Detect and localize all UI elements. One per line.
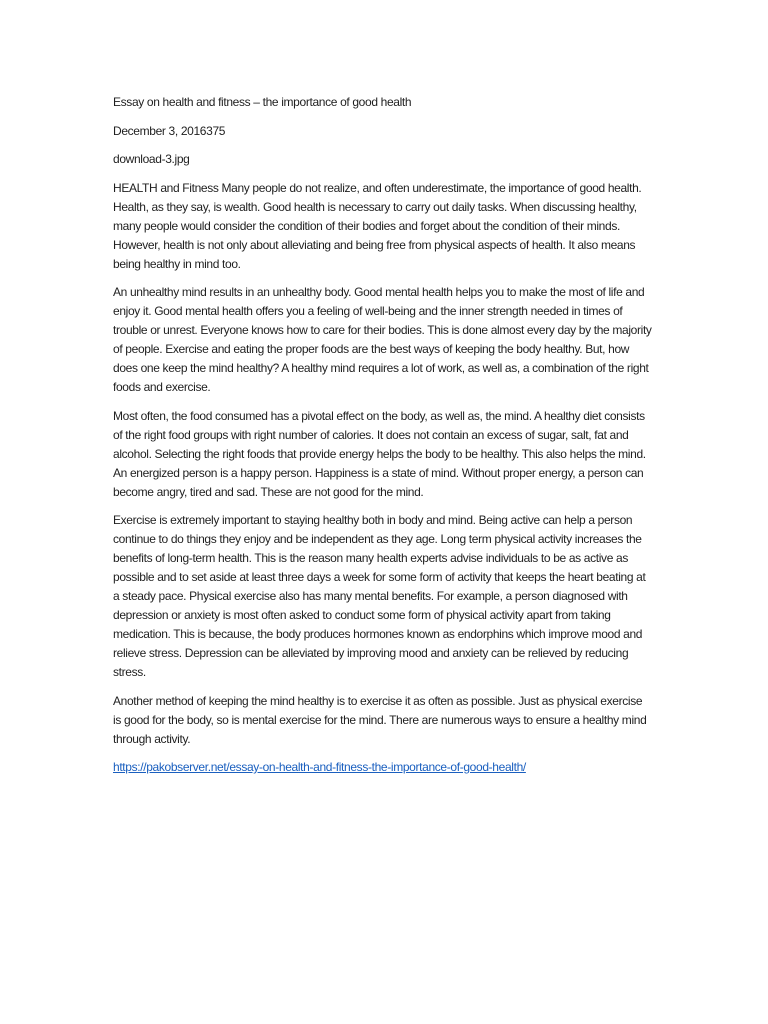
paragraph-3: Most often, the food consumed has a pivotal effect on the body, as well as, the mind. A healthy diet consists of the right food groups with right number of calories. It does not contain an excess of sugar, salt, fat and alcohol. Selecting the right foods that provide energy helps the body to be healthy. This also helps the mind. An energized person is a happy person. Happiness is a state of mind. Without proper energy, a person can become angry, tired and sad. These are not good for the mind. [113, 408, 646, 499]
paragraph-4: Exercise is extremely important to staying healthy both in body and mind. Being active can help a person continue to do things they enjoy and be independent as they age. Long term physical activity increases the benefits of long-term health. This is the reason many health experts advise individuals to be as active as possible and to set aside at least three days a week for some form of activity that keeps the heart beating at a steady pace. Physical exercise also has many mental benefits. For example, a person diagnosed with depression or anxiety is most often asked to conduct some form of physical activity apart from taking medication. This is because, the body produces hormones known as endorphins which improve mood and relieve stress. Depression can be alleviated by improving mood and anxiety can be relieved by reducing stress. [113, 513, 646, 679]
document-date: December 3, 2016375 [113, 123, 226, 138]
paragraph-2: An unhealthy mind results in an unhealthy body. Good mental health helps you to make the most of life and enjoy it. Good mental health offers you a feeling of well-being and the inner strength needed in times of trouble or unrest. Everyone knows how to care for their bodies. This is done almost every day by the majority of people. Exercise and eating the proper foods are the best ways of keeping the body healthy. But, how does one keep the mind healthy? A healthy mind requires a lot of work, as well as, a combination of the right foods and exercise. [113, 285, 652, 394]
paragraph-1: HEALTH and Fitness Many people do not realize, and often underestimate, the importance of good health. Health, as they say, is wealth. Good health is necessary to carry out daily tasks. When discussing healthy, many people would consider the condition of their bodies and forget about the condition of their minds. However, health is not only about alleviating and being free from physical aspects of health. It also means being healthy in mind too. [113, 180, 642, 271]
paragraph-5: Another method of keeping the mind healthy is to exercise it as often as possible. Just as physical exercise is good for the body, so is mental exercise for the mind. There are numerous ways to ensure a healthy mind through activity. [113, 693, 647, 746]
source-link-line [113, 758, 653, 777]
source-link[interactable]: https://pakobserver.net/essay-on-health-and-fitness-the-importance-of-good-health/ [113, 760, 526, 774]
document-title: Essay on health and fitness – the importance of good health [113, 95, 412, 109]
image-filename: download-3.jpg [113, 152, 190, 166]
document-body [113, 93, 653, 787]
